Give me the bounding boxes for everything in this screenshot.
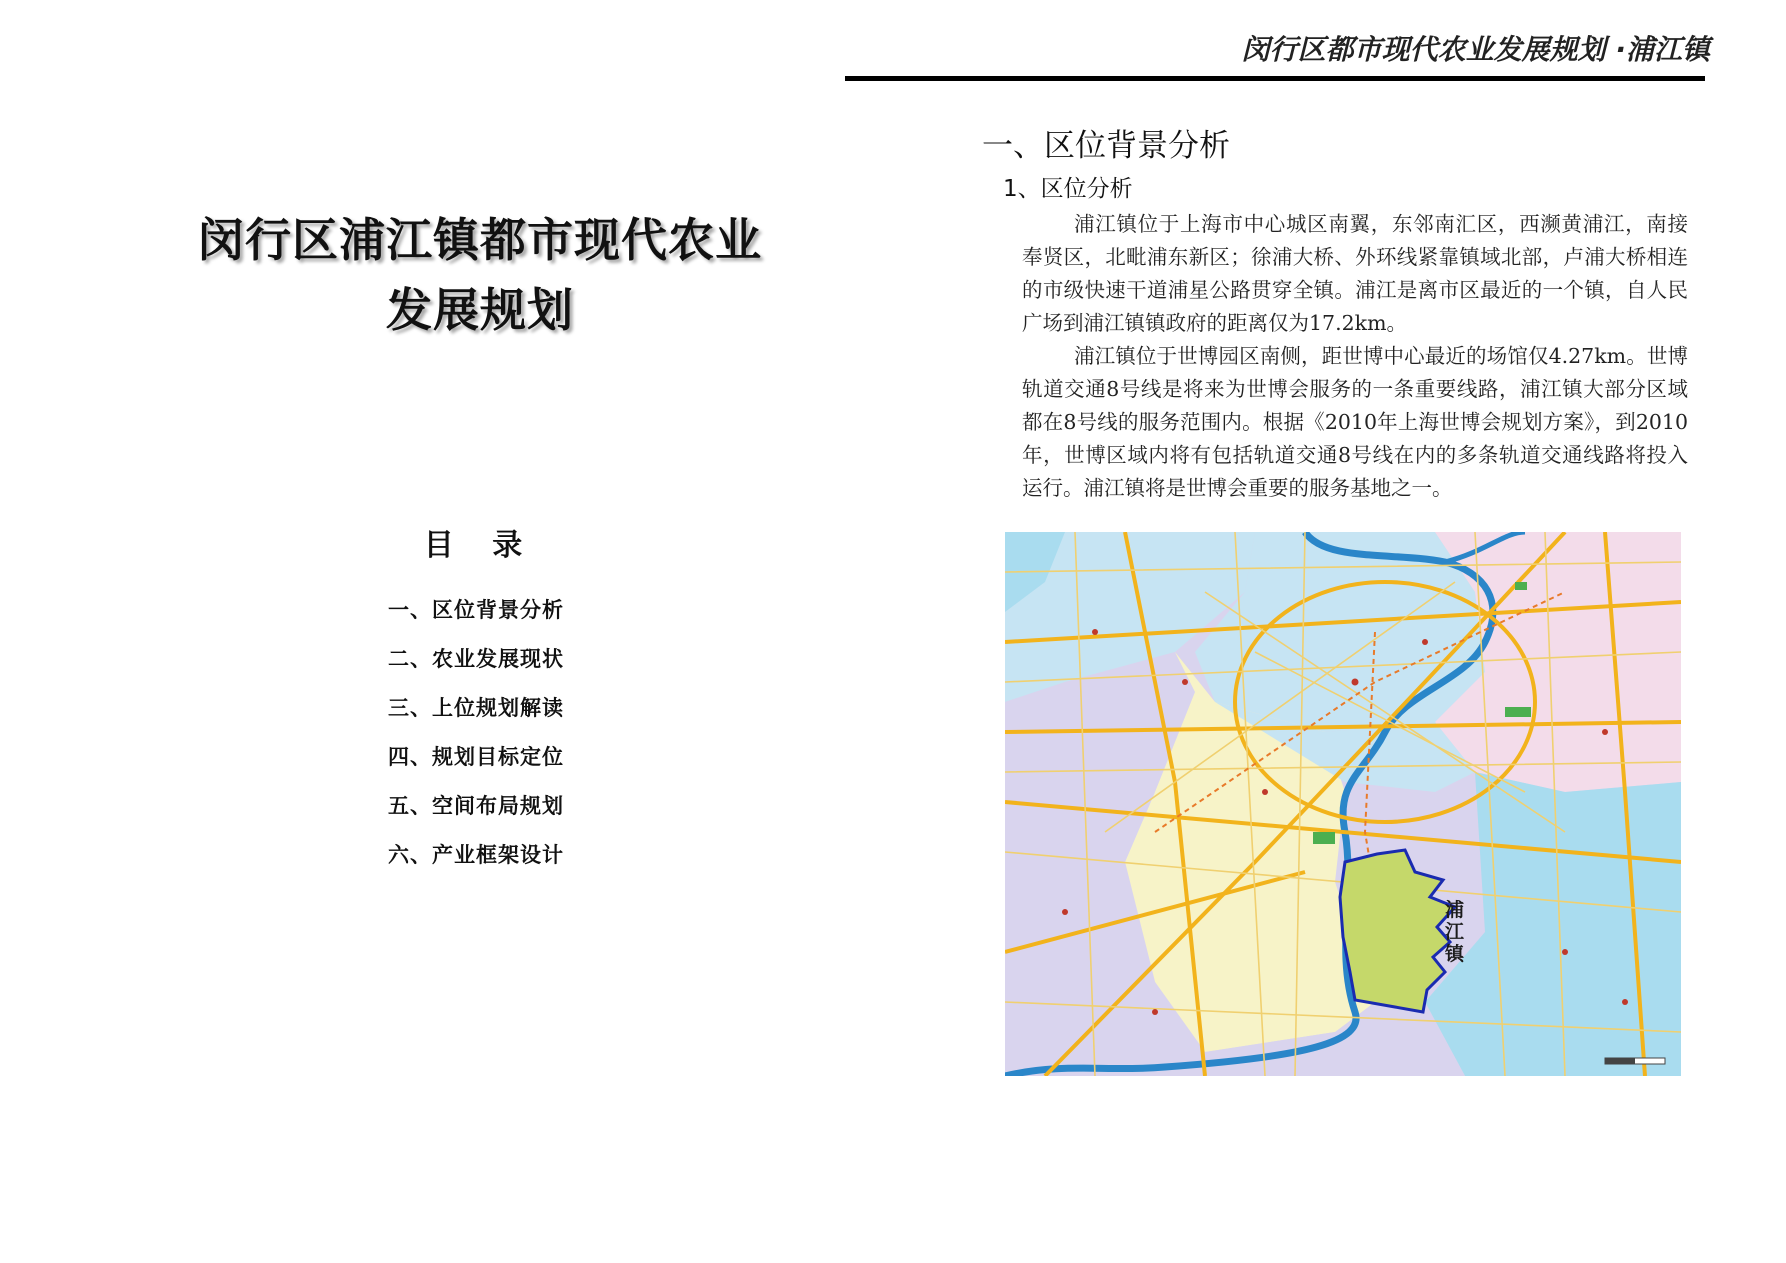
toc-item-3[interactable]: 三、上位规划解读: [388, 696, 564, 720]
map-town-dot: [1182, 679, 1188, 685]
section-title: 一、区位背景分析: [982, 128, 1230, 164]
map-scale-fill: [1605, 1058, 1635, 1064]
toc-item-5[interactable]: 五、空间布局规划: [388, 794, 564, 818]
toc-item-4[interactable]: 四、规划目标定位: [388, 745, 564, 769]
map-town-dot: [1352, 679, 1359, 686]
pujiang-label-char-3: 镇: [1445, 943, 1465, 965]
map-town-dot: [1562, 949, 1568, 955]
running-header: 闵行区都市现代农业发展规划 ·浦江镇: [1241, 33, 1710, 66]
toc-heading: 目 录: [423, 528, 537, 563]
toc-item-6[interactable]: 六、产业框架设计: [388, 843, 564, 867]
body-paragraph-2: 浦江镇位于世博园区南侧，距世博中心最近的场馆仅4.27km。世博轨道交通8号线是将来为世博会服务的一条重要线路，浦江镇大部分区域都在8号线的服务范围内。根据《2010年上海世博会规划方案》，到2010年，世博区域内将有包括轨道交通8号线在内的多条轨道交通线路将投入运行。浦江镇将是世博会重要的服务基地之一。: [1022, 344, 1688, 500]
map-town-dot: [1622, 999, 1628, 1005]
toc-item-1[interactable]: 一、区位背景分析: [388, 598, 564, 622]
location-map: [1005, 532, 1681, 1076]
body-paragraph-1: 浦江镇位于上海市中心城区南翼，东邻南汇区，西濒黄浦江，南接奉贤区，北毗浦东新区；徐浦大桥、外环线紧靠镇域北部，卢浦大桥相连的市级快速干道浦星公路贯穿全镇。浦江是离市区最近的一个镇，自人民广场到浦江镇镇政府的距离仅为17.2km。: [1022, 212, 1688, 335]
subsection-title: 1、区位分析: [1003, 176, 1133, 202]
map-town-dot: [1602, 729, 1608, 735]
header-divider: [845, 76, 1705, 81]
map-town-dot: [1092, 629, 1098, 635]
document-title-line1: 闵行区浦江镇都市现代农业: [198, 213, 762, 267]
document-title: [150, 205, 810, 345]
map-town-dot: [1062, 909, 1068, 915]
table-of-contents: [388, 595, 564, 889]
toc-item-2[interactable]: 二、农业发展现状: [388, 647, 564, 671]
map-park-1: [1515, 582, 1527, 590]
map-scale-bar: [1605, 1058, 1665, 1064]
document-title-line2: 发展规划: [386, 283, 574, 337]
pujiang-label-char-2: 江: [1445, 921, 1465, 943]
pujiang-label-char-1: 浦: [1445, 899, 1465, 921]
location-map-svg: [1005, 532, 1681, 1076]
map-town-dot: [1262, 789, 1268, 795]
map-park-3: [1313, 832, 1335, 844]
map-town-dot: [1152, 1009, 1158, 1015]
map-town-dot: [1422, 639, 1428, 645]
map-park-2: [1505, 707, 1531, 717]
